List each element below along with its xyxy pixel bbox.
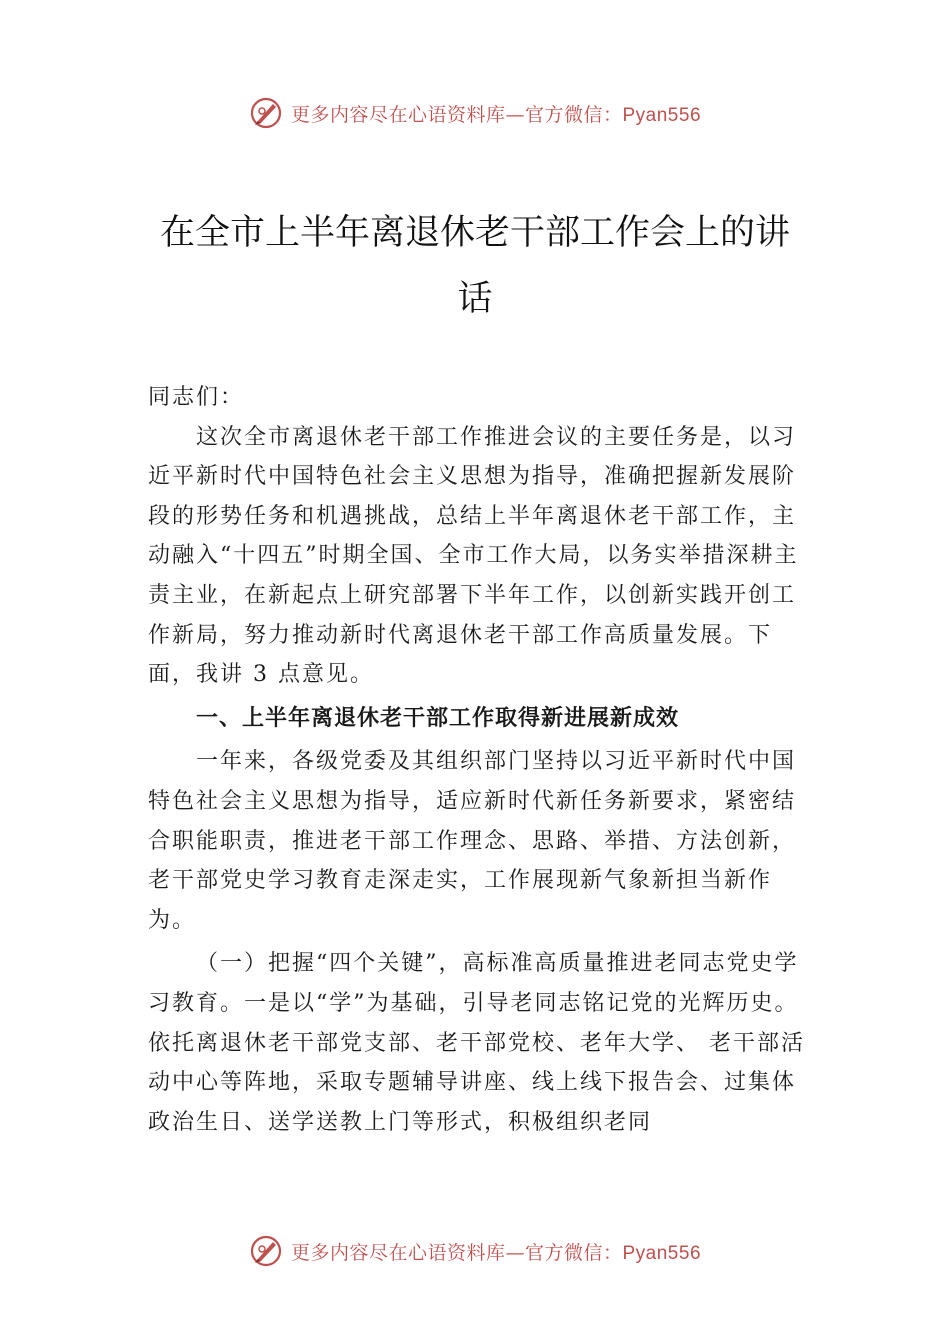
watermark-banner-top — [0, 96, 950, 130]
paragraph-subsection-1: （一）把握“四个关键”，高标准高质量推进老同志党史学习教育。一是以“学”为基础，引导老同志铭记党的光辉历史。依托离退休老干部党支部、老干部党校、老年大学、 老干部活动中心等阵地，采取专题辅导讲座、线上线下报告会、过集体政治生日、送学送教上门等形式，积极组织老同 — [148, 951, 805, 1135]
section-heading-1: 一、上半年离退休老干部工作取得新进展新成效 — [196, 705, 680, 731]
document-body — [148, 378, 808, 1142]
watermark-banner-bottom — [0, 1234, 950, 1268]
pen-logo-icon — [249, 96, 283, 130]
wechat-id: Pyan556 — [622, 1242, 702, 1264]
watermark-text: 更多内容尽在心语资料库—官方微信：Pyan556 — [290, 1241, 702, 1264]
title-line-1: 在全市上半年离退休老干部工作会上的讲 — [159, 213, 790, 253]
document-title — [150, 200, 800, 332]
title-line-2: 话 — [457, 279, 493, 319]
pen-logo-icon — [249, 1234, 283, 1268]
wechat-id: Pyan556 — [622, 104, 702, 126]
paragraph-overview: 一年来，各级党委及其组织部门坚持以习近平新时代中国特色社会主义思想为指导，适应新时代新任务新要求，紧密结合职能职责，推进老干部工作理念、思路、举措、方法创新，老干部党史学习教育走深走实，工作展现新气象新担当新作为。 — [148, 749, 797, 933]
salutation: 同志们： — [148, 385, 245, 410]
paragraph-intro: 这次全市离退休老干部工作推进会议的主要任务是，以习近平新时代中国特色社会主义思想为指导，准确把握新发展阶段的形势任务和机遇挑战，总结上半年离退休老干部工作，主动融入“十四五”时期全国、全市工作大局，以务实举措深耕主责主业，在新起点上研究部署下半年工作，以创新实践开创工作新局，努力推动新时代离退休老干部工作高质量发展。下面，我讲 3 点意见。 — [148, 424, 799, 688]
watermark-text: 更多内容尽在心语资料库—官方微信：Pyan556 — [290, 103, 702, 126]
